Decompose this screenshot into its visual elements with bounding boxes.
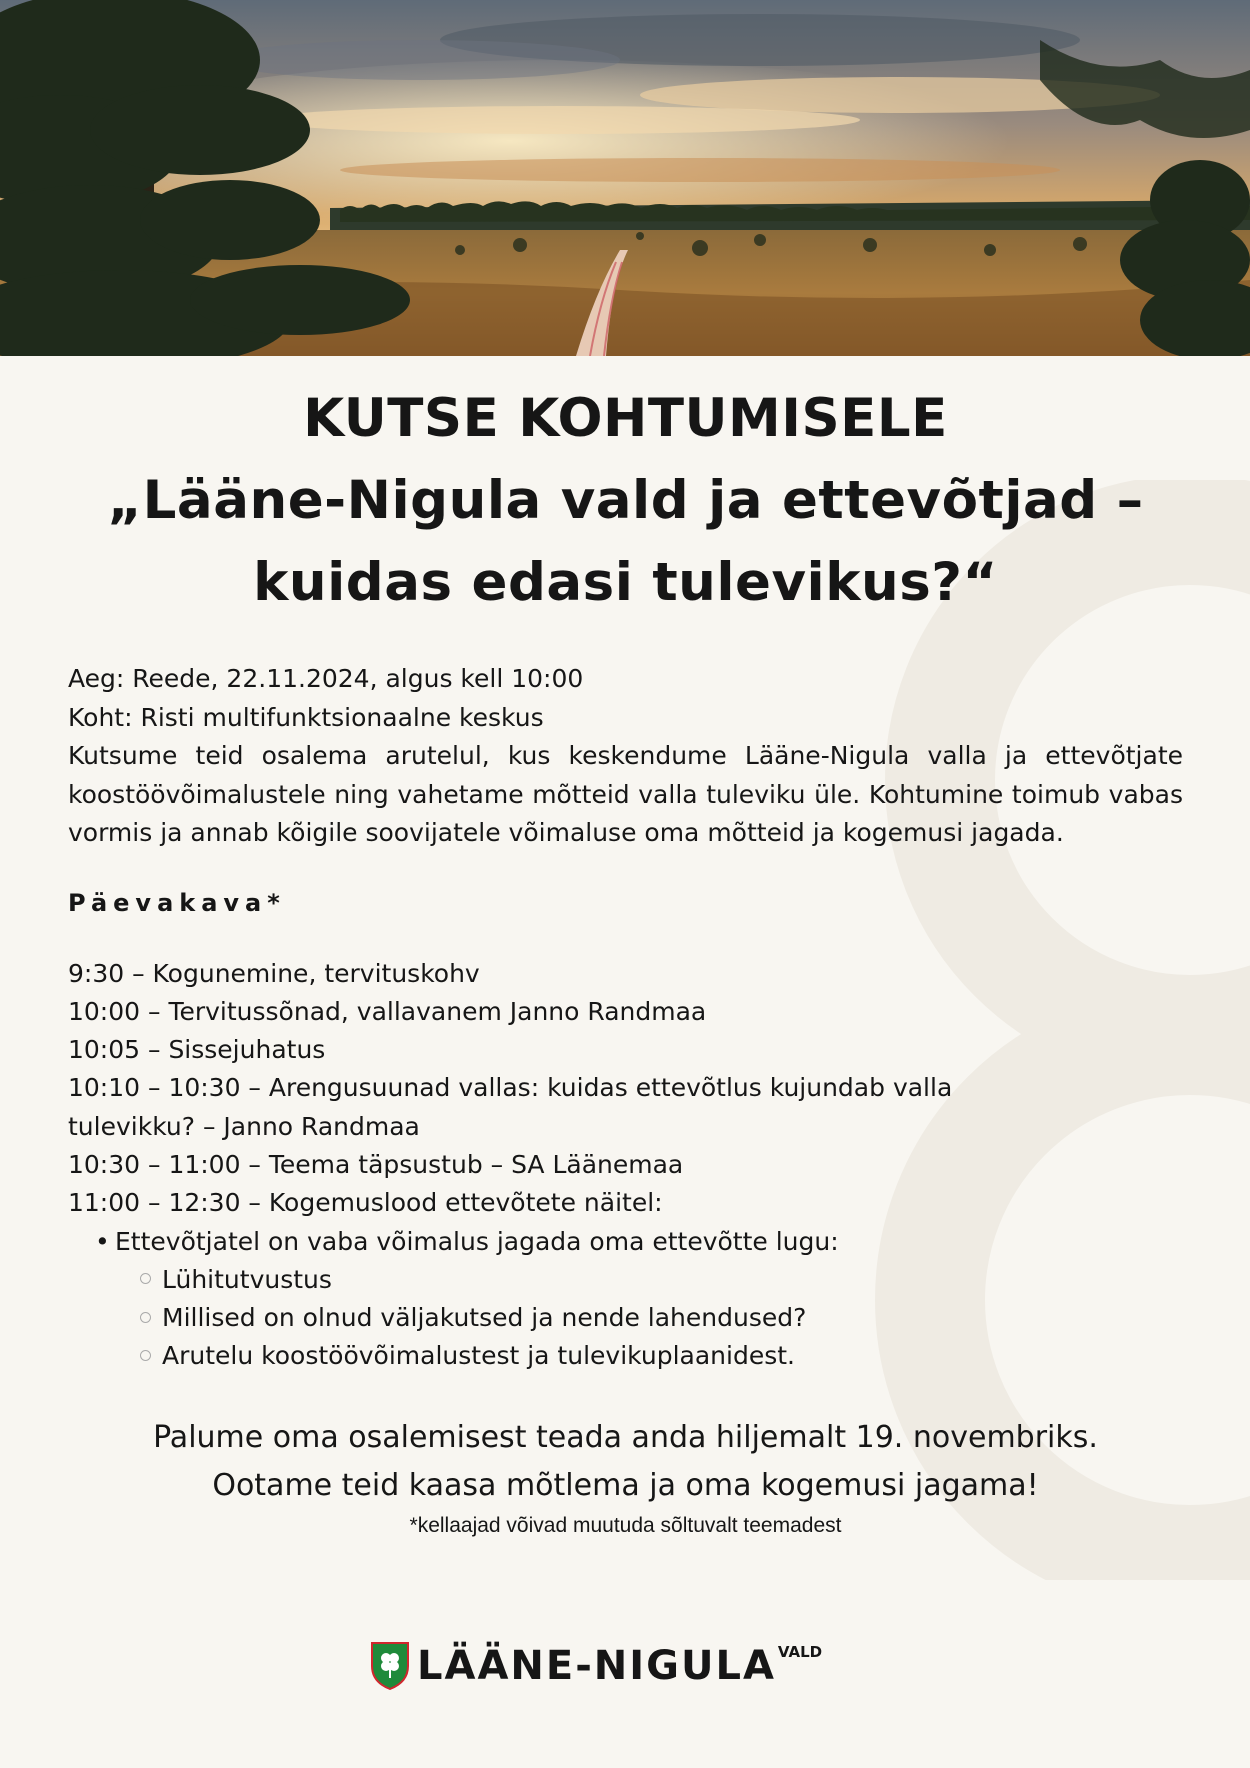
agenda-item: 10:10 – 10:30 – Arengusuunad vallas: kuidas ettevõtlus kujundab valla <box>68 1073 953 1103</box>
agenda-item: 11:00 – 12:30 – Kogemuslood ettevõtete näitel: <box>68 1188 663 1218</box>
event-time: Aeg: Reede, 22.11.2024, algus kell 10:00 <box>68 664 584 693</box>
bullet-icon: • <box>95 1226 110 1256</box>
agenda-subitem <box>68 1299 1183 1337</box>
event-description: Kutsume teid osalema arutelul, kus keskendume Lääne-Nigula valla ja ettevõtjate koostöövõimalustele ning vahetame mõtteid valla tuleviku üle. Kohtumine toimub vabas vormis ja annab kõigile soovijatele võimaluse oma mõtteid ja kogemusi jagada. <box>68 741 1183 847</box>
agenda-list <box>68 955 1183 1376</box>
circle-bullet-icon <box>140 1273 151 1284</box>
agenda-heading: Päevakava* <box>68 888 286 917</box>
title-line-1: KUTSE KOHTUMISELE <box>303 388 948 449</box>
circle-bullet-icon <box>140 1312 151 1323</box>
rsvp-deadline: Palume oma osalemisest teada anda hiljemalt 19. novembriks. <box>153 1419 1098 1455</box>
page-title <box>68 378 1183 624</box>
event-info <box>68 660 1183 853</box>
title-line-2: „Lääne-Nigula vald ja ettevõtjad – <box>107 470 1144 531</box>
footnote: *kellaajad võivad muutuda sõltuvalt teemadest <box>409 1513 842 1537</box>
circle-bullet-icon <box>140 1350 151 1361</box>
closing-message <box>68 1414 1183 1510</box>
logo-wordmark: LÄÄNE-NIGULA <box>417 1643 776 1689</box>
agenda-subitem-text: Millised on olnud väljakutsed ja nende lahendused? <box>162 1303 807 1333</box>
hero-image <box>0 0 1250 356</box>
agenda-subitem <box>68 1261 1183 1299</box>
municipality-logo <box>371 1640 822 1692</box>
agenda-item-continued: tulevikku? – Janno Randmaa <box>68 1111 420 1141</box>
agenda-item: 10:05 – Sissejuhatus <box>68 1035 326 1065</box>
logo-suffix: VALD <box>777 1643 823 1661</box>
agenda-subitem-text: Lühitutvustus <box>162 1264 332 1294</box>
agenda-item: 9:30 – Kogunemine, tervituskohv <box>68 958 480 988</box>
event-place: Koht: Risti multifunktsionaalne keskus <box>68 702 544 732</box>
agenda-bullet-text: Ettevõtjatel on vaba võimalus jagada oma ettevõtte lugu: <box>115 1226 839 1256</box>
invitation-closing: Ootame teid kaasa mõtlema ja oma kogemusi jagama! <box>212 1467 1039 1503</box>
agenda-item: 10:00 – Tervitussõnad, vallavanem Janno Randmaa <box>68 996 707 1026</box>
agenda-subitem-text: Arutelu koostöövõimalustest ja tulevikuplaanidest. <box>162 1341 795 1371</box>
title-line-3: kuidas edasi tulevikus?“ <box>253 552 998 613</box>
agenda-item: 10:30 – 11:00 – Teema täpsustub – SA Läänemaa <box>68 1149 684 1179</box>
agenda-subitem <box>68 1337 1183 1375</box>
main-content <box>68 356 1183 1538</box>
agenda-bullet <box>68 1223 1183 1261</box>
coat-of-arms-icon <box>371 1642 409 1690</box>
bog-landscape-illustration <box>0 0 1250 356</box>
